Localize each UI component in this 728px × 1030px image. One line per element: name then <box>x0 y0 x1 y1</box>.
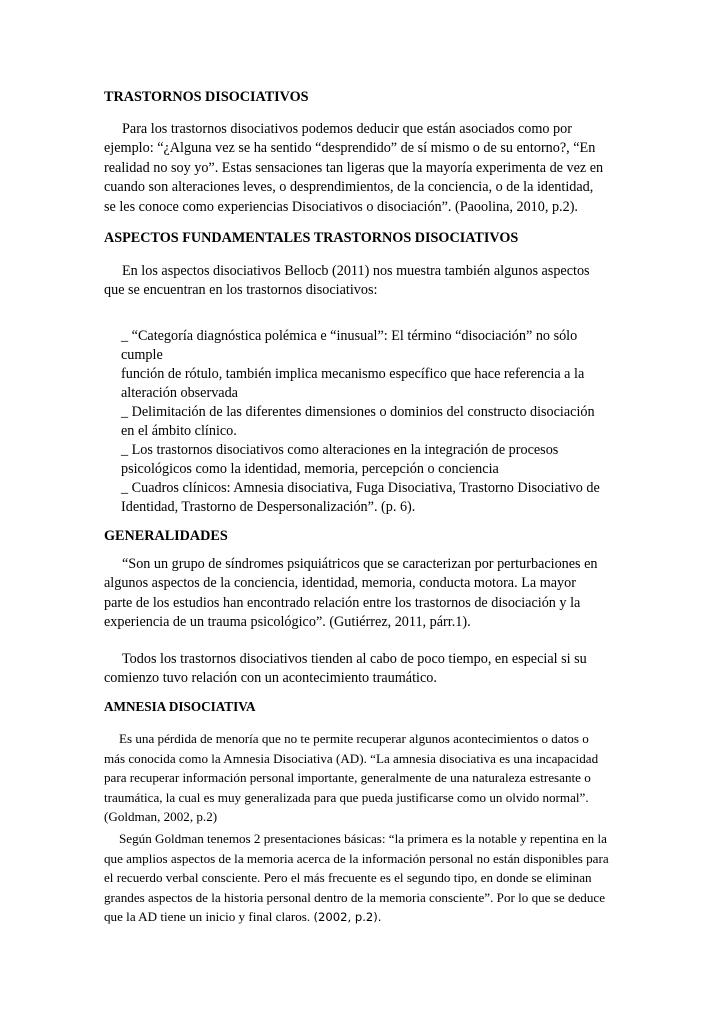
paragraph-line: para recuperar información personal importante, generalmente de una naturaleza estresante o <box>104 770 591 786</box>
list-line: alteración observada <box>121 385 238 401</box>
paragraph-line: se les conoce como experiencias Disociativos o disociación”. (Paoolina, 2010, p.2). <box>104 198 578 215</box>
paragraph-line: Según Goldman tenemos 2 presentaciones básicas: “la primera es la notable y repentina en la <box>119 831 607 846</box>
paragraph-line: cuando son alteraciones leves, o desprendimientos, de la conciencia, o de la identidad, <box>104 179 594 196</box>
paragraph-amnesia <box>104 729 624 827</box>
list-line: _ Cuadros clínicos: Amnesia disociativa, Fuga Disociativa, Trastorno Disociativo de <box>121 480 600 496</box>
section-heading-amnesia: AMNESIA DISOCIATIVA <box>104 699 256 714</box>
section-heading-generalidades: GENERALIDADES <box>104 528 228 544</box>
paragraph-intro <box>104 120 624 217</box>
list-line: cumple <box>121 347 163 363</box>
paragraph-line: ejemplo: “¿Alguna vez se ha sentido “desprendido” de sí mismo o de su entorno?, “En <box>104 140 596 157</box>
section-heading-trastornos: TRASTORNOS DISOCIATIVOS <box>104 89 309 105</box>
list-line: función de rótulo, también implica mecanismo específico que hace referencia a la <box>121 366 585 382</box>
paragraph-line: experiencia de un trauma psicológico”. (Gutiérrez, 2011, párr.1). <box>104 614 471 631</box>
paragraph-tendencia <box>104 650 624 689</box>
paragraph-line: comienzo tuvo relación con un acontecimiento traumático. <box>104 670 437 687</box>
paragraph-line: traumática, la cual es muy generalizada para que pueda justificarse como un olvido normal”. <box>104 789 589 805</box>
paragraph-line: más conocida como la Amnesia Disociativa (AD). “La amnesia disociativa es una incapacidad <box>104 750 599 766</box>
paragraph-line: Es una pérdida de menoría que no te permite recuperar algunos acontecimientos o datos o <box>119 731 589 746</box>
paragraph-line: Para los trastornos disociativos podemos deducir que están asociados como por <box>122 121 572 137</box>
list-line: Identidad, Trastorno de Despersonalización”. (p. 6). <box>121 499 416 515</box>
paragraph-line-last <box>104 907 624 928</box>
paragraph-aspectos <box>104 262 624 301</box>
paragraph-line: que amplios aspectos de la memoria acerca de la información personal no están disponibles para <box>104 850 609 866</box>
paragraph-line: algunos aspectos de la conciencia, identidad, memoria, conducta motora. La mayor <box>104 575 576 592</box>
list-line: _ Los trastornos disociativos como alteraciones en la integración de procesos <box>121 442 559 458</box>
section-heading-aspectos: ASPECTOS FUNDAMENTALES TRASTORNOS DISOCIATIVOS <box>104 230 519 246</box>
paragraph-line: el recuerdo verbal consciente. Pero el más frecuente es el segundo tipo, en donde se eliminan <box>104 870 592 886</box>
list-line: _ “Categoría diagnóstica polémica e “inusual”: El término “disociación” no sólo <box>121 328 578 344</box>
paragraph-line: parte de los estudios han encontrado relación entre los trastornos de disociación y la <box>104 594 581 611</box>
paragraph-goldman <box>104 829 624 928</box>
paragraph-line: “Son un grupo de síndromes psiquiátricos que se caracterizan por perturbaciones en <box>122 556 598 572</box>
paragraph-line: grandes aspectos de la historia personal dentro de la memoria consciente”. Por lo que se deduce <box>104 889 606 905</box>
paragraph-generalidades <box>104 555 624 633</box>
paragraph-line: En los aspectos disociativos Bellocb (2011) nos muestra también algunos aspectos <box>122 263 590 279</box>
paragraph-line: Todos los trastornos disociativos tienden al cabo de poco tiempo, en especial si su <box>122 651 587 667</box>
list-line: _ Delimitación de las diferentes dimensiones o dominios del constructo disociación <box>121 404 595 420</box>
citation: (2002, p.2). <box>313 910 382 925</box>
aspectos-list <box>121 327 641 517</box>
paragraph-line: realidad no soy yo”. Estas sensaciones tan ligeras que la mayoría experimenta de vez en <box>104 159 604 176</box>
paragraph-line: (Goldman, 2002, p.2) <box>104 809 218 825</box>
paragraph-line: que se encuentran en los trastornos disociativos: <box>104 282 378 299</box>
list-line: psicológicos como la identidad, memoria, percepción o conciencia <box>121 461 499 477</box>
list-line: en el ámbito clínico. <box>121 423 237 439</box>
paragraph-text: que la AD tiene un inicio y final claros. <box>104 909 311 925</box>
